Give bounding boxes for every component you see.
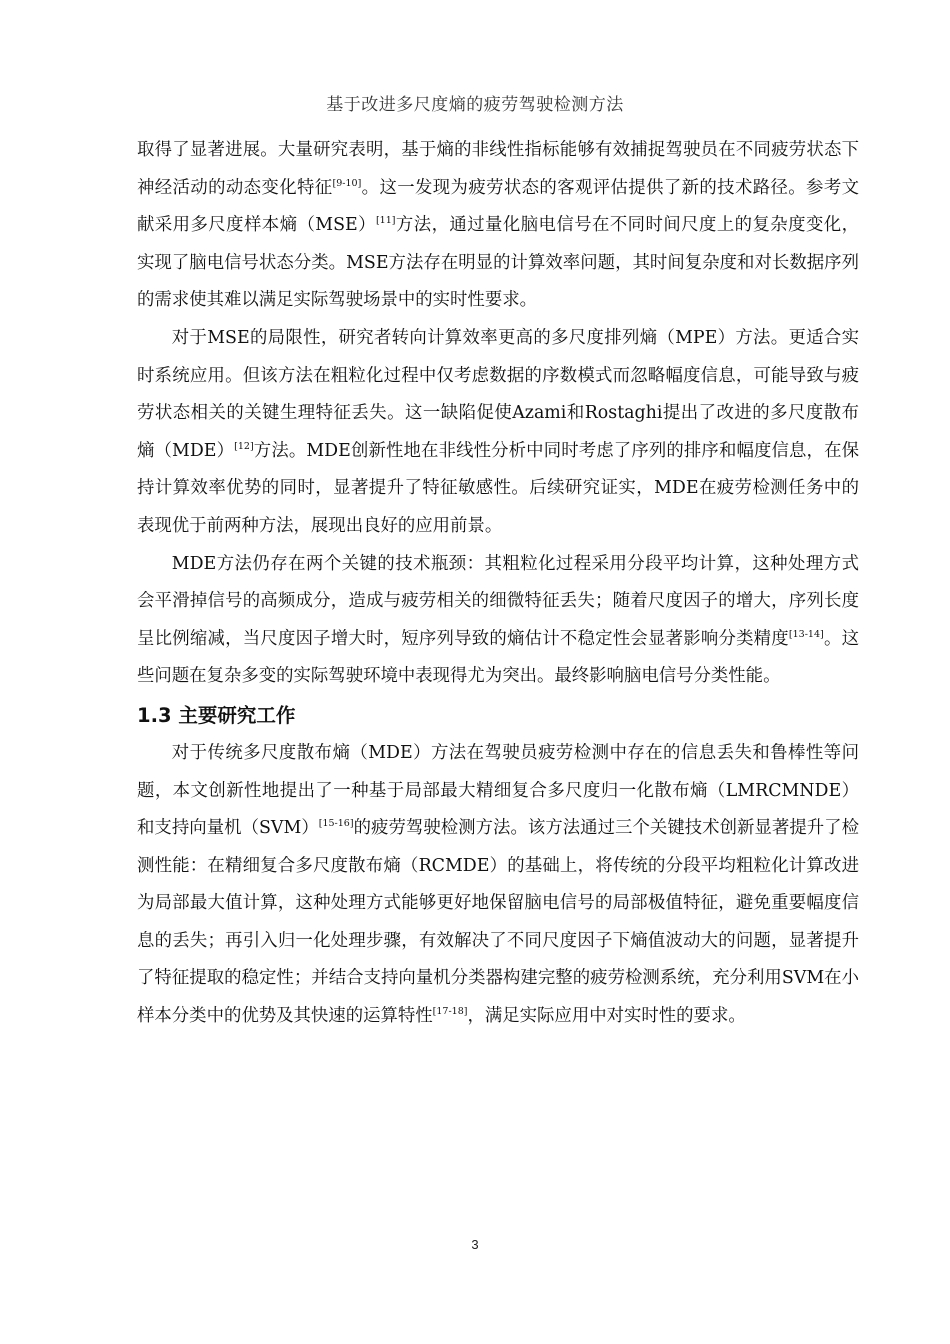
citation: [9-10] bbox=[332, 177, 362, 189]
citation: [15-16] bbox=[318, 818, 354, 830]
paragraph-mpe-mde bbox=[137, 320, 859, 546]
paragraph-text: 对于MSE的局限性，研究者转向计算效率更高的多尺度排列熵（MPE）方法。更适合实时系统应用。但该方法在粗粒化过程中仅考虑数据的序数模式而忽略幅度信息，可能导致与疲劳状态相关的关键生理特征丢失。这一缺陷促使Azami和Rostaghi提出了改进的多尺度散布熵（MDE） bbox=[137, 327, 859, 461]
paragraph-text: 。这些问题在复杂多变的实际驾驶环境中表现得尤为突出。最终影响脑电信号分类性能。 bbox=[137, 628, 859, 687]
paragraph-mde-bottlenecks bbox=[137, 546, 859, 696]
citation: [13-14] bbox=[788, 628, 824, 640]
page-number: 3 bbox=[471, 1237, 479, 1252]
paragraph-text: MDE方法仍存在两个关键的技术瓶颈：其粗粒化过程采用分段平均计算，这种处理方式会平滑掉信号的高频成分，造成与疲劳相关的细微特征丢失；随着尺度因子的增大，序列长度呈比例缩减，当尺度因子增大时，短序列导致的熵估计不稳定性会显著影响分类精度 bbox=[137, 553, 859, 649]
paragraph-text: 方法。MDE创新性地在非线性分析中同时考虑了序列的排序和幅度信息，在保持计算效率优势的同时，显著提升了特征敏感性。后续研究证实，MDE在疲劳检测任务中的表现优于前两种方法，展现出良好的应用前景。 bbox=[137, 440, 859, 536]
citation: [11] bbox=[375, 215, 396, 227]
paragraph-text: 方法，通过量化脑电信号在不同时间尺度上的复杂度变化，实现了脑电信号状态分类。MSE方法存在明显的计算效率问题，其时间复杂度和对长数据序列的需求使其难以满足实际驾驶场景中的实时性要求。 bbox=[137, 215, 859, 311]
paragraph-entropy-progress bbox=[137, 132, 859, 320]
paragraph-text: 的疲劳驾驶检测方法。该方法通过三个关键技术创新显著提升了检测性能：在精细复合多尺度散布熵（RCMDE）的基础上，将传统的分段平均粗粒化计算改进为局部最大值计算，这种处理方式能够更好地保留脑电信号的局部极值特征，避免重要幅度信息的丢失；再引入归一化处理步骤，有效解决了不同尺度因子下熵值波动大的问题，显著提升了特征提取的稳定性；并结合支持向量机分类器构建完整的疲劳检测系统，充分利用SVM在小样本分类中的优势及其快速的运算特性 bbox=[137, 818, 859, 1027]
paragraph-text: ，满足实际应用中对实时性的要求。 bbox=[467, 1006, 746, 1027]
citation: [12] bbox=[234, 440, 254, 452]
paragraph-text: 取得了显著进展。大量研究表明，基于熵的非线性指标能够有效捕捉驾驶员在不同疲劳状态下神经活动的动态变化特征 bbox=[137, 140, 859, 198]
paragraph-text: 对于传统多尺度散布熵（MDE）方法在驾驶员疲劳检测中存在的信息丢失和鲁棒性等问题，本文创新性地提出了一种基于局部最大精细复合多尺度归一化散布熵（LMRCMNDE）和支持向量机（SVM） bbox=[137, 742, 859, 839]
citation: [17-18] bbox=[432, 1006, 468, 1018]
running-header: 基于改进多尺度熵的疲劳驾驶检测方法 bbox=[326, 95, 624, 115]
paragraph-main-work bbox=[137, 735, 859, 1036]
paragraph-text: 。这一发现为疲劳状态的客观评估提供了新的技术路径。参考文献采用多尺度样本熵（MSE） bbox=[137, 177, 859, 236]
section-heading: 1.3 主要研究工作 bbox=[137, 703, 296, 727]
body-content bbox=[137, 132, 859, 1036]
